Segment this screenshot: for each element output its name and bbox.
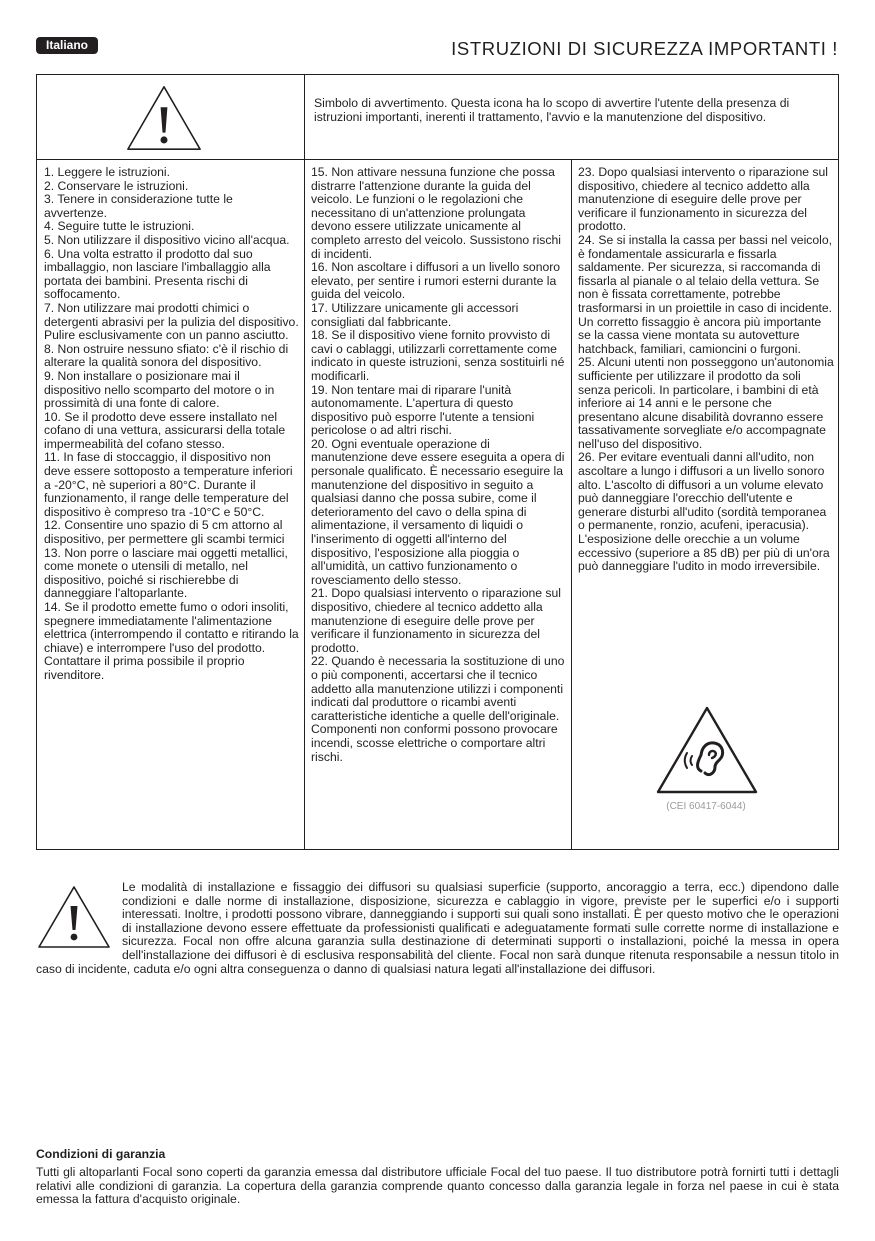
warranty-text: Tutti gli altoparlanti Focal sono coperti da garanzia emessa dal distributore ufficiale Focal del tuo paese. Il tuo distributore potrà fornirti tutti i dettagli relativi alle condizioni di garanzia. La copertura della garanzia comprende quanto concesso dalla garanzia legale in forza nel paese in cui è stata emessa la fattura d'acquisto originale. (36, 1165, 839, 1207)
instruction-item: 2. Conservare le istruzioni. (44, 178, 189, 193)
warning-triangle-icon (125, 83, 203, 153)
instruction-item: 26. Per evitare eventuali danni all'udito, non ascoltare a lungo i diffusori a un livello sonoro alto. L'ascolto di diffusori a un volume elevato può danneggiare l'orecchio dell'utente e generare disturbi all'udito (sordità temporanea o permanente, ronzio, acufeni, iperacusia). L'esposizione delle orecchie a un volume eccessivo (superiore a 85 dB) per più di un'ora può danneggiare l'udito in modo irreversibile. (578, 450, 830, 574)
instruction-item: 17. Utilizzare unicamente gli accessori consigliati dal fabbricante. (311, 300, 519, 329)
instruction-item: 23. Dopo qualsiasi intervento o riparazione sul dispositivo, chiedere al tecnico addetto alla manutenzione di eseguire delle prove per verificare il funzionamento in sicurezza del prodotto. (578, 165, 828, 234)
warranty-heading: Condizioni di garanzia (36, 1147, 166, 1161)
page-title: ISTRUZIONI DI SICUREZZA IMPORTANTI ! (451, 38, 838, 59)
instruction-item: 20. Ogni eventuale operazione di manutenzione deve essere eseguita a opera di personale qualificato. È necessario eseguire la manutenzione del dispositivo in seguito a qualsiasi danno che possa subire, come il deterioramento del cavo o della spina di alimentazione, il versamento di liquidi o l'inserimento di oggetti all'interno del dispositivo, l'esposizione alla pioggia o all'umidità, un cattivo funzionamento o rovesciamento dello stesso. (311, 436, 565, 587)
column-divider (571, 159, 572, 849)
instruction-item: 14. Se il prodotto emette fumo o odori insoliti, spegnere immediatamente l'alimentazione elettrica (interrompendo il contatto e ritirando la chiave) e interrompere l'uso del prodotto. Contattare il prima possibile il proprio rivenditore. (44, 600, 299, 682)
warning-symbol-description: Simbolo di avvertimento. Questa icona ha lo scopo di avvertire l'utente della presenza di istruzioni importanti, inerenti il trattamento, l'avvio e la manutenzione del dispositivo. (314, 96, 790, 124)
instruction-item: 10. Se il prodotto deve essere installato nel cofano di una vettura, assicurarsi della totale impermeabilità del cofano stesso. (44, 409, 286, 451)
hearing-icon-caption: (CEI 60417-6044) (666, 801, 746, 812)
instructions-column-1 (44, 166, 299, 683)
instruction-item: 16. Non ascoltare i diffusori a un livello sonoro elevato, per sentire i rumori esterni durante la guida del veicolo. (311, 260, 561, 302)
installation-notice: Le modalità di installazione e fissaggio dei diffusori su qualsiasi superficie (supporto, ancoraggio a terra, ecc.) dipendono dalle condizioni e dalle norme di installazione, disposizione, sicurezza e cablaggio in vigore, previste per le superfici e/o i supporti interessati. Inoltre, i prodotti possono vibrare, danneggiando i supporti sui quali sono installati. È per questo motivo che le operazioni di installazione devono essere effettuate da professionisti qualificati e adeguatamente formati sulle corrette norme di installazione e sicurezza. Focal non offre alcuna garanzia sulla destinazione di determinati supporti o installazioni, poiché la messa in opera dell'installazione dei diffusori è di esclusiva responsabilità del cliente. Focal non sarà dunque ritenuta responsabile a nessun titolo in caso di incidente, caduta e/o ogni altra conseguenza o danno di qualsiasi natura legati all'installazione dei diffusori. (36, 880, 839, 976)
instruction-item: 8. Non ostruire nessuno sfiato: c'è il rischio di alterare la qualità sonora del dispositivo. (44, 341, 289, 370)
instruction-item: 3. Tenere in considerazione tutte le avvertenze. (44, 192, 233, 220)
instruction-item: 19. Non tentare mai di riparare l'unità autonomamente. L'apertura di questo dispositivo può esporre l'utente a tensioni pericolose o ad altri rischi. (311, 382, 535, 438)
instruction-item: 9. Non installare o posizionare mai il dispositivo nello scomparto del motore o in prossimità di una fonte di calore. (44, 368, 275, 411)
instruction-item: 7. Non utilizzare mai prodotti chimici o detergenti abrasivi per la pulizia del dispositivo. Pulire esclusivamente con un panno asciutto. (44, 300, 299, 343)
instruction-item: 5. Non utilizzare il dispositivo vicino all'acqua. (44, 232, 290, 247)
hearing-warning-icon (655, 705, 759, 795)
instruction-item: Un corretto fissaggio è ancora più importante se la cassa viene montata su autovetture hatchback, familiari, camioncini o furgoni. (578, 314, 822, 356)
instruction-item: 25. Alcuni utenti non posseggono un'autonomia sufficiente per utilizzare il prodotto da soli senza pericoli. In particolare, i bambini di età inferiore ai 14 anni e le persone che presentano alcune disabilità dovranno essere tassativamente sorvegliate e/o accompagnate nell'uso del dispositivo. (578, 355, 834, 451)
instructions-column-3 (578, 166, 834, 574)
instruction-item: 6. Una volta estratto il prodotto dal suo imballaggio, non lasciare l'imballaggio alla portata dei bambini. Presenta rischi di soffocamento. (44, 246, 271, 302)
instruction-item: 24. Se si installa la cassa per bassi nel veicolo, è fondamentale assicurarla e fissarla saldamente. Per sicurezza, si raccomanda di fissarla al pianale o al telaio della vettura. Se non è fissata correttamente, potrebbe trasformarsi in un proiettile in caso di incidente. (578, 232, 833, 315)
instruction-item: 21. Dopo qualsiasi intervento o riparazione sul dispositivo, chiedere al tecnico addetto alla manutenzione di eseguire delle prove per verificare il funzionamento in sicurezza del prodotto. (311, 586, 561, 655)
instruction-item: 12. Consentire uno spazio di 5 cm attorno al dispositivo, per permettere gli scambi termici (44, 518, 285, 547)
instruction-item: 4. Seguire tutte le istruzioni. (44, 219, 195, 234)
instruction-item: 18. Se il dispositivo viene fornito provvisto di cavi o cablaggi, utilizzarli correttamente come indicato in queste istruzioni, senza sostituirli né modificarli. (311, 328, 565, 383)
instruction-item: 15. Non attivare nessuna funzione che possa distrarre l'attenzione durante la guida del veicolo. Le funzioni o le regolazioni che necessitano di un'attenzione prolungata devono essere utilizzate unicamente al completo arresto del veicolo. Sussistono rischi di incidenti. (311, 165, 561, 261)
safety-instructions-table (36, 74, 839, 850)
instruction-item: 13. Non porre o lasciare mai oggetti metallici, come monete o utensili di metallo, nel dispositivo, poiché si rischierebbe di danneggiare l'altoparlante. (44, 545, 288, 601)
column-divider (304, 75, 305, 849)
instruction-item: 11. In fase di stoccaggio, il dispositivo non deve essere sottoposto a temperature inferiori a -20°C, nè superiori a 80°C. Durante il funzionamento, il range delle temperature del dispositivo è compreso tra -10°C e 50°C. (44, 450, 293, 519)
language-badge: Italiano (36, 37, 98, 54)
instruction-item: 22. Quando è necessaria la sostituzione di uno o più componenti, accertarsi che il tecnico addetto alla manutenzione utilizzi i componenti indicati dal produttore o ricambi aventi caratteristiche identiche a quelle dell'originale. Componenti non conformi possono provocare incendi, scosse elettriche o comportare altri rischi. (311, 654, 565, 764)
instructions-column-2 (311, 166, 567, 764)
instruction-item: 1. Leggere le istruzioni. (44, 165, 171, 179)
row-divider (37, 159, 838, 160)
